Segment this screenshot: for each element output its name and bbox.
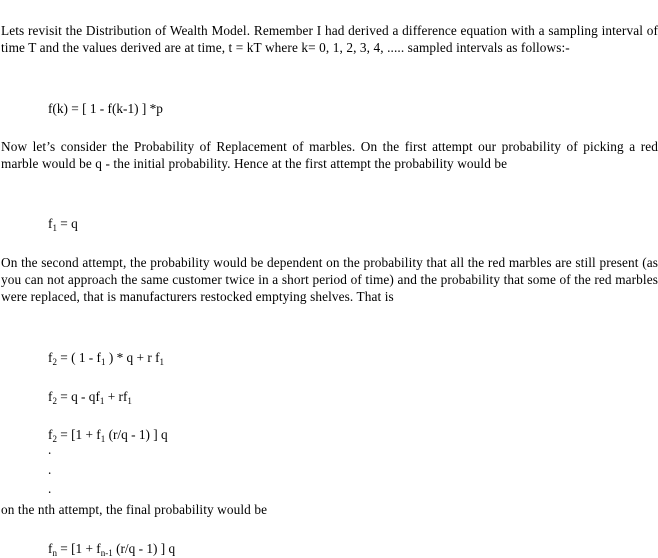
paragraph-second-attempt: On the second attempt, the probability would be dependent on the probability that all the red marbles are still present (as you can not approach the same customer twice in a short period of time) and the probability that some of the red marbles were replaced, that is manufacturers restocked emptying shelves. That is bbox=[1, 255, 658, 304]
paragraph-intro: Lets revisit the Distribution of Wealth Model. Remember I had derived a difference equation with a sampling interval of time T and the values derived are at time, t = kT where k= 0, 1, 2, 3, 4, ..... sampled intervals as follows:- bbox=[1, 23, 658, 55]
paragraph-replacement: Now let’s consider the Probability of Replacement of marbles. On the first attempt our probability of picking a red marble would be q - the initial probability. Hence at the first attempt the probability would be bbox=[1, 139, 658, 171]
equation-fn: $f_n = [1 + f_{n-1}$ (r/q - 1) ] q bbox=[48, 541, 176, 558]
equation-f1: $f_1 = q$ bbox=[48, 216, 78, 233]
ellipsis-dot: . bbox=[48, 462, 52, 477]
equation-f2-a: $f_2$ = ( $1 - f_1$ ) * q + r $f_1$ bbox=[48, 350, 165, 367]
equation-f2-c: $f_2 = [1 + f_1$ (r/q - 1) ] q bbox=[48, 427, 168, 444]
ellipsis-dot: . bbox=[48, 442, 52, 457]
equation-f2-b: $f_2 = q - qf_1 + rf_1$ bbox=[48, 389, 132, 406]
ellipsis-dot: . bbox=[48, 481, 52, 496]
equation-difference: f(k) = [ 1 - f(k-1) ] *p bbox=[48, 101, 163, 116]
paragraph-nth-attempt: on the nth attempt, the final probability would be bbox=[1, 502, 268, 517]
